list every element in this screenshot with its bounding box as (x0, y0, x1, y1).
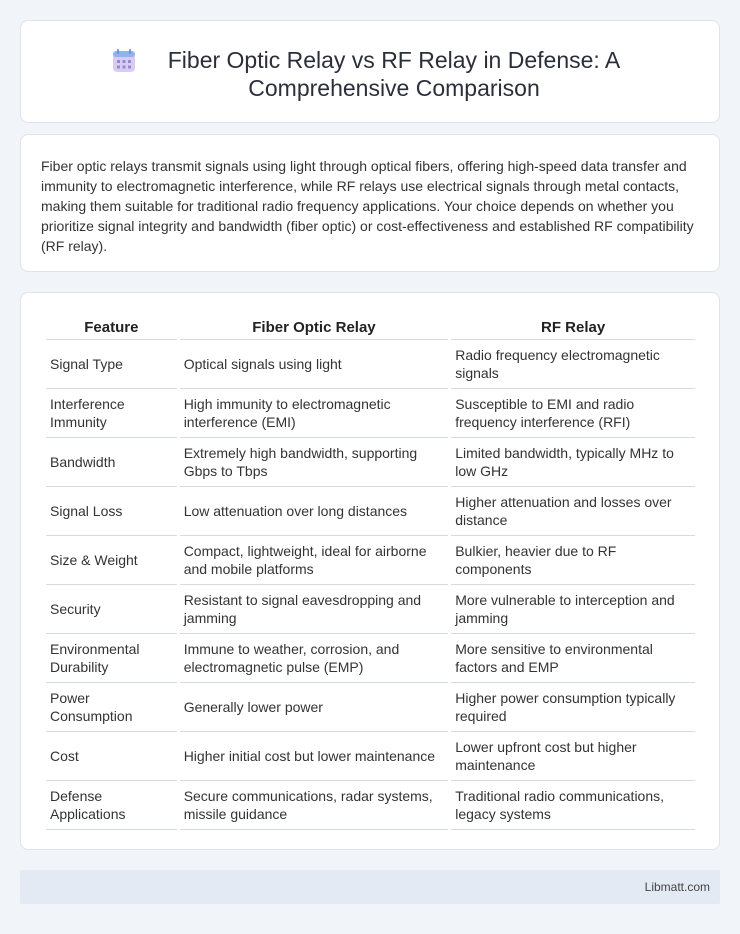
fiber-optic-cell: Low attenuation over long distances (180, 487, 449, 536)
table-header-row (46, 313, 695, 340)
feature-cell: Environmental Durability (46, 634, 177, 683)
fiber-optic-cell: Resistant to signal eavesdropping and jamming (180, 585, 449, 634)
rf-relay-cell: Traditional radio communications, legacy systems (451, 781, 695, 830)
rf-relay-cell: More sensitive to environmental factors and EMP (451, 634, 695, 683)
fiber-optic-cell: Generally lower power (180, 683, 449, 732)
rf-relay-cell: More vulnerable to interception and jamming (451, 585, 695, 634)
table-row (46, 340, 695, 389)
footer (20, 870, 720, 904)
fiber-optic-cell: Secure communications, radar systems, missile guidance (180, 781, 449, 830)
title-row (21, 21, 719, 102)
summary-text: Fiber optic relays transmit signals using light through optical fibers, offering high-speed data transfer and immunity to electromagnetic interference, while RF relays use electrical signals through metal contacts, making them suitable for traditional radio frequency applications. Your choice depends on whether you prioritize signal integrity and bandwidth (fiber optic) or cost-effectiveness and established RF compatibility (RF relay). (41, 158, 694, 254)
footer-brand-link[interactable]: Libmatt.com (644, 880, 710, 894)
fiber-optic-cell: Extremely high bandwidth, supporting Gbps to Tbps (180, 438, 449, 487)
fiber-optic-cell: High immunity to electromagnetic interference (EMI) (180, 389, 449, 438)
fiber-optic-cell: Higher initial cost but lower maintenance (180, 732, 449, 781)
feature-cell: Defense Applications (46, 781, 177, 830)
feature-cell: Interference Immunity (46, 389, 177, 438)
feature-cell: Cost (46, 732, 177, 781)
fiber-optic-cell: Compact, lightweight, ideal for airborne and mobile platforms (180, 536, 449, 585)
title-card (20, 20, 720, 123)
fiber-optic-cell: Immune to weather, corrosion, and electromagnetic pulse (EMP) (180, 634, 449, 683)
table-row (46, 438, 695, 487)
header-feature: Feature (46, 313, 177, 340)
rf-relay-cell: Lower upfront cost but higher maintenance (451, 732, 695, 781)
table-row (46, 487, 695, 536)
rf-relay-cell: Limited bandwidth, typically MHz to low GHz (451, 438, 695, 487)
table-row (46, 585, 695, 634)
rf-relay-cell: Susceptible to EMI and radio frequency interference (RFI) (451, 389, 695, 438)
feature-cell: Size & Weight (46, 536, 177, 585)
table-row (46, 781, 695, 830)
rf-relay-cell: Radio frequency electromagnetic signals (451, 340, 695, 389)
rf-relay-cell: Bulkier, heavier due to RF components (451, 536, 695, 585)
feature-cell: Signal Loss (46, 487, 177, 536)
feature-cell: Signal Type (46, 340, 177, 389)
table-row (46, 389, 695, 438)
table-row (46, 536, 695, 585)
header-rf-relay: RF Relay (451, 313, 695, 340)
table-row (46, 683, 695, 732)
feature-cell: Security (46, 585, 177, 634)
comparison-table (43, 313, 698, 830)
calendar-grid-icon (111, 48, 137, 74)
fiber-optic-cell: Optical signals using light (180, 340, 449, 389)
summary-card (20, 134, 720, 272)
page-title: Fiber Optic Relay vs RF Relay in Defense: A Comprehensive Comparison (167, 47, 621, 101)
table-row (46, 732, 695, 781)
feature-cell: Power Consumption (46, 683, 177, 732)
feature-cell: Bandwidth (46, 438, 177, 487)
comparison-table-card (20, 292, 720, 850)
table-row (46, 634, 695, 683)
rf-relay-cell: Higher power consumption typically required (451, 683, 695, 732)
header-fiber-optic-relay: Fiber Optic Relay (180, 313, 449, 340)
rf-relay-cell: Higher attenuation and losses over distance (451, 487, 695, 536)
